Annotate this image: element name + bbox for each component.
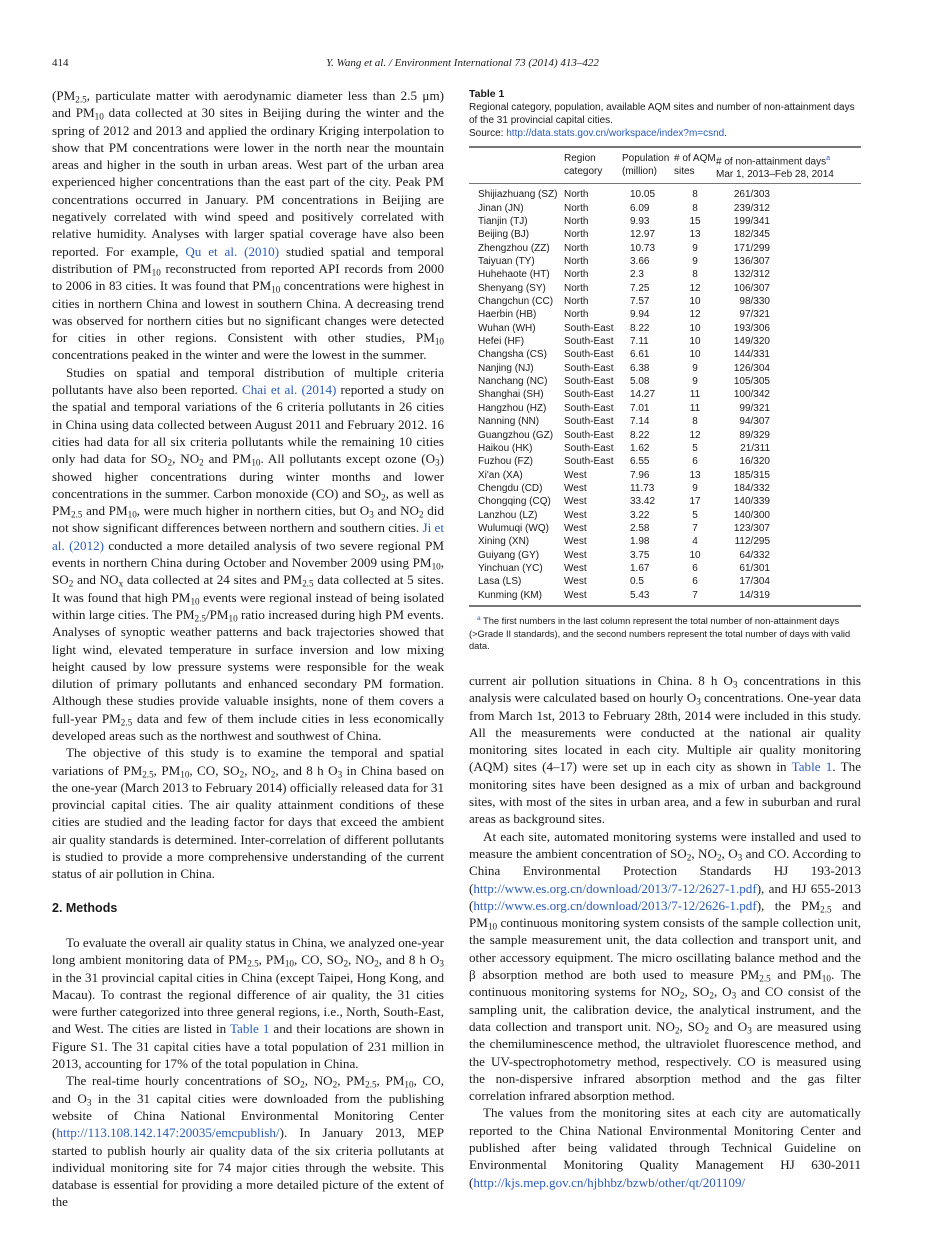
cell-population: 10.05 [630, 189, 656, 201]
cell-days: 97/321 [739, 309, 770, 321]
cell-population: 11.73 [630, 482, 655, 494]
cell-region: North [564, 242, 589, 254]
table-row [469, 469, 861, 482]
citation-link[interactable]: Table 1 [791, 759, 833, 775]
cell-population: 1.98 [630, 536, 650, 548]
paragraph: The real-time hourly concentrations of $SO_2$, $NO_2$, $PM_{2.5}$, $PM_{10}$, CO, and $O_3$ in the 31 capital cities were downloaded from the publishing website of China National Environmental Monitoring Center (http://113.108.142.147:20035/emcpublish/). In January 2013, MEP started to publish hourly air quality data of the six criteria pollutants at individual monitoring site for 74 major cities through the website. This database is essential for providing a more detailed picture of the extent of the [52, 1073, 444, 1210]
cell-city: Yinchuan (YC) [478, 562, 543, 574]
right-column [469, 672, 861, 1191]
cell-region: South-East [564, 416, 614, 428]
citation-link[interactable]: Chai et al. (2014) [242, 382, 337, 398]
cell-sites: 12 [689, 429, 701, 441]
table-row [469, 495, 861, 508]
subscript: 10 [284, 958, 294, 969]
cell-population: 7.11 [630, 336, 649, 348]
cell-region: West [564, 509, 587, 521]
subscript: 2 [674, 1025, 680, 1036]
cell-sites: 10 [689, 296, 701, 308]
subscript: 10 [431, 561, 441, 572]
table-row [469, 242, 861, 255]
table-footnote: $^a$ The first numbers in the last column represent the total number of non-attainment days (>Grade II standards), and the second numbers represent the total number of days with valid data. [469, 614, 851, 652]
cell-sites: 8 [692, 189, 698, 201]
cell-days: 61/301 [739, 562, 770, 574]
cell-sites: 6 [692, 456, 698, 468]
header-region: Region category [564, 147, 622, 184]
cell-days: 182/345 [733, 229, 770, 241]
cell-city: Xi'an (XA) [478, 469, 523, 481]
cell-days: 14/319 [739, 589, 770, 601]
cell-region: North [564, 202, 589, 214]
table-row [469, 455, 861, 468]
cell-population: 8.22 [630, 322, 650, 334]
cell-city: Hefei (HF) [478, 336, 525, 348]
cell-region: West [564, 469, 587, 481]
cell-days: 99/321 [739, 402, 770, 414]
cell-sites: 5 [692, 509, 698, 521]
cell-sites: 7 [692, 522, 698, 534]
subscript: 10 [180, 768, 190, 779]
cell-population: 7.25 [630, 282, 650, 294]
cell-region: North [564, 229, 589, 241]
cell-region: North [564, 269, 589, 281]
cell-sites: 11 [689, 389, 701, 401]
citation-link[interactable]: Table 1 [229, 1021, 270, 1037]
subscript: 3 [369, 509, 374, 520]
cell-population: 7.14 [630, 416, 650, 428]
header-days: # of non-attainment days$^a$ Mar 1, 2013–Feb 28, 2014 [716, 147, 861, 184]
cell-days: 199/341 [733, 216, 770, 228]
table-row [469, 509, 861, 522]
cell-sites: 8 [692, 269, 698, 281]
cell-days: 144/331 [733, 349, 770, 361]
subscript: 3 [435, 457, 440, 468]
subscript: 2 [381, 492, 386, 503]
cell-region: South-East [564, 322, 614, 334]
cell-city: Kunming (KM) [478, 589, 542, 601]
cell-city: Haikou (HK) [478, 442, 533, 454]
citation-link[interactable]: Qu et al. (2010) [185, 243, 280, 259]
cell-region: West [564, 549, 587, 561]
paragraph: Studies on spatial and temporal distribution of multiple criteria pollutants have also been reported. Chai et al. (2014) reported a study on the spatial and temporal variations of the 6 criteria pollutants in 26 cities in China using data collected between August 2011 and February 2012. 16 cities had data for all six criteria pollutants while the remaining 10 cities only had data for $SO_2$, $NO_2$ and $PM_{10}$. All pollutants except ozone $(O_3)$ showed higher concentrations during winter months and lower concentrations in the summer. Carbon monoxide (CO) and $SO_2$, as well as $PM_{2.5}$ and $PM_{10}$, were much higher in northern cities, but $O_3$ and $NO_2$ did not show significant differences between northern and southern cities. Ji et al. (2012) conducted a more detailed analysis of two severe regional PM events in northern China during October and November 2009 using $PM_{10}$, $SO_2$ and $NO_x$ data collected at 24 sites and $PM_{2.5}$ data collected at 5 sites. It was found that high $PM_{10}$ events were regional instead of being isolated within large cities. The $PM_{2.5}/PM_{10}$ ratio increased during high PM events. Analyses of synoptic weather patterns and back trajectories showed that light wind, elevated temperature in surface inversion and low mixing height caused by low pressure systems were responsible for the weak dilution of primary pollutants and enhanced secondary PM formation. Although these studies provide valuable insights, none of them covers a full-year $PM_{2.5}$ data and few of them include cities in less economically developed areas such as the northwest and southwest of China. [52, 364, 445, 743]
table-row [469, 184, 861, 202]
subscript: 2 [332, 1079, 338, 1090]
table-label: Table 1 [469, 88, 505, 100]
cell-days: 98/330 [739, 296, 770, 308]
cell-days: 94/307 [739, 416, 770, 428]
table-row [469, 335, 861, 348]
subscript: 2.5 [302, 578, 314, 589]
cell-region: North [564, 256, 589, 268]
cell-city: Nanchang (NC) [478, 376, 548, 388]
cell-population: 2.58 [630, 522, 650, 534]
cell-sites: 13 [689, 469, 701, 481]
subscript: 10 [821, 973, 831, 984]
cell-population: 7.01 [630, 402, 650, 414]
subscript: 2 [300, 1079, 305, 1090]
cell-region: West [564, 576, 587, 588]
subscript: 2 [709, 990, 714, 1001]
cell-days: 89/329 [739, 429, 770, 441]
table-row [469, 375, 861, 388]
cell-city: Lanzhou (LZ) [478, 509, 538, 521]
cell-city: Lasa (LS) [478, 576, 522, 588]
subscript: 10 [434, 336, 444, 347]
cell-days: 17/304 [739, 576, 770, 588]
cell-population: 6.61 [630, 349, 650, 361]
cell-region: South-East [564, 362, 614, 374]
cell-sites: 9 [692, 242, 698, 254]
section-heading: 2. Methods [52, 900, 118, 915]
paragraph: To evaluate the overall air quality status in China, we analyzed one-year long ambient monitoring data of $PM_{2.5}$, $PM_{10}$, CO, $SO_2$, $NO_2$, and 8 h $O_3$ in the 31 provincial capital cities in China (except Taipei, Hong Kong, and Macau). To contrast the regional difference of air quality, the 31 cities were further categorized into three general regions, i.e., North, South-East, and West. The cities are listed in Table 1 and their locations are shown in Figure S1. The 31 capital cities have a total population of 231 million in 2013, accounting for 17% of the total population in China. [52, 934, 444, 1072]
cell-population: 5.08 [630, 376, 650, 388]
cell-days: 105/305 [733, 376, 770, 388]
cell-city: Huhehaote (HT) [478, 269, 550, 281]
cell-days: 123/307 [733, 522, 770, 534]
subscript: 3 [86, 1096, 92, 1107]
cell-population: 3.66 [630, 256, 650, 268]
header-population: Population (million) [622, 147, 674, 184]
cell-sites: 7 [692, 589, 698, 601]
cell-sites: 9 [692, 376, 698, 388]
cell-sites: 10 [689, 349, 701, 361]
cell-city: Changchun (CC) [478, 296, 554, 308]
subscript: 2 [239, 768, 245, 779]
table-row [469, 575, 861, 588]
cell-population: 2.3 [630, 269, 644, 281]
cell-region: South-East [564, 442, 614, 454]
cell-region: West [564, 522, 587, 534]
cell-city: Changsha (CS) [478, 349, 547, 361]
citation-link[interactable]: Ji et al. (2012) [52, 520, 444, 553]
subscript: 2.5 [759, 973, 771, 984]
table-row [469, 268, 861, 281]
citation-link[interactable]: http://www.es.org.cn/download/2013/7-12/2627-1.pdf [473, 880, 757, 896]
paragraph: The objective of this study is to examine the temporal and spatial variations of $PM_{2.5}$, $PM_{10}$, CO, $SO_2$, $NO_2$, and 8 h $O_3$ in China based on the one-year (March 2013 to February 2014) officially released data for 31 provincial capital cities. The air quality attainment conditions of these cities are studied and the leading factor for days that exceed the ambient air quality standards is determined. Inter-correlation of different pollutants is studied to provide a more comprehensive understanding of the current status of air pollution in China. [52, 745, 444, 882]
table-row [469, 348, 861, 361]
cell-city: Fuzhou (FZ) [478, 456, 534, 468]
cell-days: 16/320 [739, 456, 770, 468]
cell-days: 21/311 [740, 442, 770, 454]
cell-city: Shenyang (SY) [478, 282, 546, 294]
cell-population: 6.09 [630, 202, 650, 214]
cell-days: 261/303 [733, 189, 770, 201]
table-row [469, 255, 861, 268]
cell-city: Chengdu (CD) [478, 482, 543, 494]
subscript: 3 [732, 679, 738, 690]
table-row [469, 429, 861, 442]
cell-sites: 12 [689, 282, 701, 294]
paragraph: current air pollution situations in China. 8 h $O_3$ concentrations in this analysis were calculated based on hourly $O_3$ concentrations. One-year data from March 1st, 2013 to February 28th, 2014 were included in this study. All the measurements were conducted at the national air quality monitoring sites located in each city. Multiple air quality monitoring (AQM) sites (4–17) were set up in each city as shown in Table 1. The monitoring sites have been designed as a mix of urban and background sites, with most of the sites in urban area, and a few in suburban and rural areas as background sites. [469, 673, 862, 827]
table-row [469, 228, 861, 241]
subscript: 3 [737, 852, 743, 863]
cell-sites: 15 [689, 216, 701, 228]
subscript: 2.5 [194, 613, 206, 624]
cell-region: North [564, 216, 589, 228]
cell-population: 9.93 [630, 216, 650, 228]
cell-days: 132/312 [733, 269, 770, 281]
cell-days: 239/312 [733, 202, 770, 214]
cell-city: Xining (XN) [478, 536, 530, 548]
cell-population: 3.22 [630, 509, 650, 521]
cell-sites: 10 [689, 322, 701, 334]
cell-region: West [564, 496, 587, 508]
cell-city: Beijing (BJ) [478, 229, 530, 241]
cell-days: 185/315 [733, 469, 770, 481]
subscript: 2.5 [75, 94, 87, 105]
cell-city: Shanghai (SH) [478, 389, 544, 401]
cell-population: 33.42 [630, 496, 656, 508]
cell-city: Wuhan (WH) [478, 322, 536, 334]
table-row [469, 535, 861, 548]
subscript: 2.5 [247, 958, 259, 969]
table-row [469, 522, 861, 535]
cell-city: Wulumuqi (WQ) [478, 522, 549, 534]
cell-sites: 8 [692, 416, 698, 428]
subscript: 2.5 [142, 768, 154, 779]
cell-sites: 13 [689, 229, 701, 241]
paragraph: The values from the monitoring sites at each city are automatically reported to the China National Environmental Monitoring Center and published after being validated through Technical Guideline on Environmental Monitoring Quality Management HJ 630-2011 (http://kjs.mep.gov.cn/hjbhbz/bzwb/other/qt/201109/ [469, 1105, 861, 1190]
subscript: 10 [228, 613, 238, 624]
cell-region: South-East [564, 429, 614, 441]
cell-population: 12.97 [630, 229, 656, 241]
cell-region: South-East [564, 349, 614, 361]
cell-sites: 10 [689, 549, 701, 561]
cell-city: Haerbin (HB) [478, 309, 537, 321]
cell-region: North [564, 309, 589, 321]
subscript: 2.5 [820, 904, 832, 915]
cell-region: South-East [564, 336, 614, 348]
subscript: 2 [343, 958, 349, 969]
citation-link[interactable]: http://kjs.mep.gov.cn/hjbhbz/bzwb/other/qt/201109/ [473, 1174, 746, 1190]
cell-city: Nanjing (NJ) [478, 362, 534, 374]
subscript: 10 [190, 595, 200, 606]
cell-region: North [564, 296, 589, 308]
subscript: 3 [439, 958, 444, 969]
page-number: 414 [52, 57, 69, 69]
subscript: 2.5 [70, 509, 83, 520]
cell-region: West [564, 589, 587, 601]
table-header-row [469, 147, 861, 184]
cell-days: 149/320 [733, 336, 770, 348]
subscript: 2 [374, 958, 379, 969]
cell-population: 1.62 [630, 442, 650, 454]
table-caption: Regional category, population, available AQM sites and number of non-attainment days of the 31 provincial capital cities. Source: http://data.stats.gov.cn/workspace/index?m=csnd. [469, 102, 855, 139]
table-row [469, 482, 861, 495]
cell-region: South-East [564, 389, 614, 401]
subscript: 2 [686, 852, 692, 863]
cell-city: Jinan (JN) [478, 202, 524, 214]
cell-city: Nanning (NN) [478, 416, 540, 428]
cell-days: 106/307 [733, 282, 770, 294]
citation-link[interactable]: http://113.108.142.147:20035/emcpublish/ [56, 1125, 280, 1141]
subscript: 10 [127, 509, 137, 520]
cell-days: 64/332 [739, 549, 770, 561]
subscript: 2 [679, 990, 685, 1001]
cell-sites: 6 [692, 562, 698, 574]
subscript: 10 [271, 284, 281, 295]
cell-population: 6.38 [630, 362, 650, 374]
subscript: 2 [270, 768, 276, 779]
table-row [469, 362, 861, 375]
left-column [52, 87, 444, 1211]
cell-days: 140/300 [733, 509, 770, 521]
cell-population: 8.22 [630, 429, 650, 441]
table-row [469, 442, 861, 455]
paragraph: At each site, automated monitoring systems were installed and used to measure the ambient concentration of $SO_2$, $NO_2$, $O_3$ and CO. According to China Environmental Protection Standards HJ 193-2013 (http://www.es.org.cn/download/2013/7-12/2627-1.pdf), and HJ 655-2013 (http://www.es.org.cn/download/2013/7-12/2626-1.pdf), the $PM_{2.5}$ and $PM_{10}$ continuous monitoring system consists of the sample collection unit, the sample measurement unit, the data collection and transport unit, and other accessory equipment. The micro oscillating balance method and the β absorption method are both used to measure $PM_{2.5}$ and $PM_{10}$. The continuous monitoring systems for $NO_2$, $SO_2$, $O_3$ and CO consist of the sampling unit, the calibration device, the analytical instrument, and the data collection and transport unit. $NO_2$, $SO_2$ and $O_3$ are measured using the chemiluminescence method, the ultraviolet fluorescence method, and the UV-spectrophotometry method, respectively. CO is measured using the non-dispersive infrared absorption method and the gas filter correlation infrared absorption method. [469, 828, 861, 1104]
running-head: Y. Wang et al. / Environment International 73 (2014) 413–422 [326, 57, 599, 69]
table-row [469, 549, 861, 562]
subscript: 10 [251, 457, 261, 468]
cell-population: 14.27 [630, 389, 656, 401]
cell-sites: 5 [692, 442, 698, 454]
subscript: 2.5 [120, 716, 133, 727]
subscript: 10 [151, 267, 161, 278]
cell-sites: 9 [692, 256, 698, 268]
paragraph: ($PM_{2.5}$, particulate matter with aerodynamic diameter less than 2.5 μm) and $PM_{10}$ data collected at 30 sites in Beijing during the winter and the spring of 2012 and 2013 and applied the ordinary Kriging interpolation to show that PM concentrations were lower in the north near the mountain areas and higher in the south in urban areas. West part of the urban area experienced higher concentrations than the east part of the city. Peak PM concentrations occurred in January. PM concentrations in Beijing are negatively correlated with wind speed and positively correlated with relative humidity. Analyses with larger spatial coverage have also been reported. For example, Qu et al. (2010) studied spatial and temporal distribution of $PM_{10}$ reconstructed from reported API records from 2000 to 2006 in 83 cities. It was found that $PM_{10}$ concentrations were highest in cities in northern China and lowest in southern China. A decreasing trend was observed for northern cities but no significant changes were detected for cities in other regions. Consistent with other studies, $PM_{10}$ concentrations peaked in the winter and were the lowest in the summer. [52, 88, 445, 363]
cell-days: 140/339 [733, 496, 770, 508]
cell-population: 7.96 [630, 469, 650, 481]
subscript: 10 [404, 1079, 414, 1090]
table-1 [469, 87, 861, 653]
table-row [469, 308, 861, 321]
cell-sites: 9 [692, 482, 698, 494]
cell-days: 193/306 [733, 322, 770, 334]
cell-sites: 10 [689, 336, 701, 348]
subscript: 3 [696, 696, 701, 707]
cell-region: North [564, 282, 589, 294]
cell-days: 112/295 [734, 536, 770, 548]
table-row [469, 589, 861, 606]
source-link[interactable]: http://data.stats.gov.cn/workspace/index?m=csnd [506, 128, 725, 139]
table-row [469, 402, 861, 415]
cell-days: 126/304 [733, 362, 770, 374]
cell-region: South-East [564, 402, 614, 414]
cell-city: Taiyuan (TY) [478, 256, 535, 268]
table-row [469, 415, 861, 428]
table-row [469, 202, 861, 215]
citation-link[interactable]: http://www.es.org.cn/download/2013/7-12/2626-1.pdf [473, 897, 757, 913]
data-table [469, 146, 861, 607]
subscript: 2 [68, 578, 74, 589]
cell-sites: 4 [692, 536, 698, 548]
cell-region: South-East [564, 376, 614, 388]
subscript: 2 [418, 509, 424, 520]
subscript: 2 [704, 1025, 710, 1036]
subscript: 2 [199, 457, 204, 468]
cell-population: 9.94 [630, 309, 650, 321]
cell-sites: 11 [689, 402, 701, 414]
table-body [469, 184, 861, 606]
cell-city: Hangzhou (HZ) [478, 402, 547, 414]
cell-population: 10.73 [630, 242, 656, 254]
table-row [469, 322, 861, 335]
subscript: 2 [167, 457, 173, 468]
cell-sites: 9 [692, 362, 698, 374]
cell-days: 100/342 [733, 389, 770, 401]
cell-city: Tianjin (TJ) [478, 216, 528, 228]
subscript: 2.5 [365, 1079, 377, 1090]
header-sites: # of AQM sites [674, 147, 716, 184]
cell-city: Guiyang (GY) [478, 549, 540, 561]
subscript: x [118, 578, 124, 589]
cell-city: Zhengzhou (ZZ) [478, 242, 550, 254]
cell-region: West [564, 482, 587, 494]
cell-region: South-East [564, 456, 614, 468]
cell-population: 3.75 [630, 549, 650, 561]
source-label: Source: [469, 128, 507, 139]
cell-sites: 12 [689, 309, 701, 321]
subscript: 10 [487, 921, 498, 932]
cell-population: 0.5 [630, 576, 644, 588]
cell-region: West [564, 536, 587, 548]
cell-city: Chongqing (CQ) [478, 496, 551, 508]
table-row [469, 295, 861, 308]
table-row [469, 215, 861, 228]
cell-population: 7.57 [630, 296, 650, 308]
subscript: 3 [747, 1025, 752, 1036]
cell-region: North [564, 189, 589, 201]
cell-sites: 6 [692, 576, 698, 588]
cell-population: 1.67 [630, 562, 650, 574]
subscript: 3 [731, 990, 737, 1001]
subscript: 10 [94, 111, 104, 122]
subscript: 2 [716, 852, 722, 863]
table-row [469, 388, 861, 401]
cell-days: 184/332 [733, 482, 770, 494]
cell-city: Shijiazhuang (SZ) [478, 189, 558, 201]
cell-days: 171/299 [733, 242, 770, 254]
cell-sites: 17 [689, 496, 701, 508]
cell-city: Guangzhou (GZ) [478, 429, 554, 441]
cell-sites: 8 [692, 202, 698, 214]
cell-days: 136/307 [733, 256, 770, 268]
table-row [469, 562, 861, 575]
subscript: 3 [337, 768, 343, 779]
cell-region: West [564, 562, 587, 574]
cell-population: 6.55 [630, 456, 650, 468]
cell-population: 5.43 [630, 589, 650, 601]
table-row [469, 282, 861, 295]
